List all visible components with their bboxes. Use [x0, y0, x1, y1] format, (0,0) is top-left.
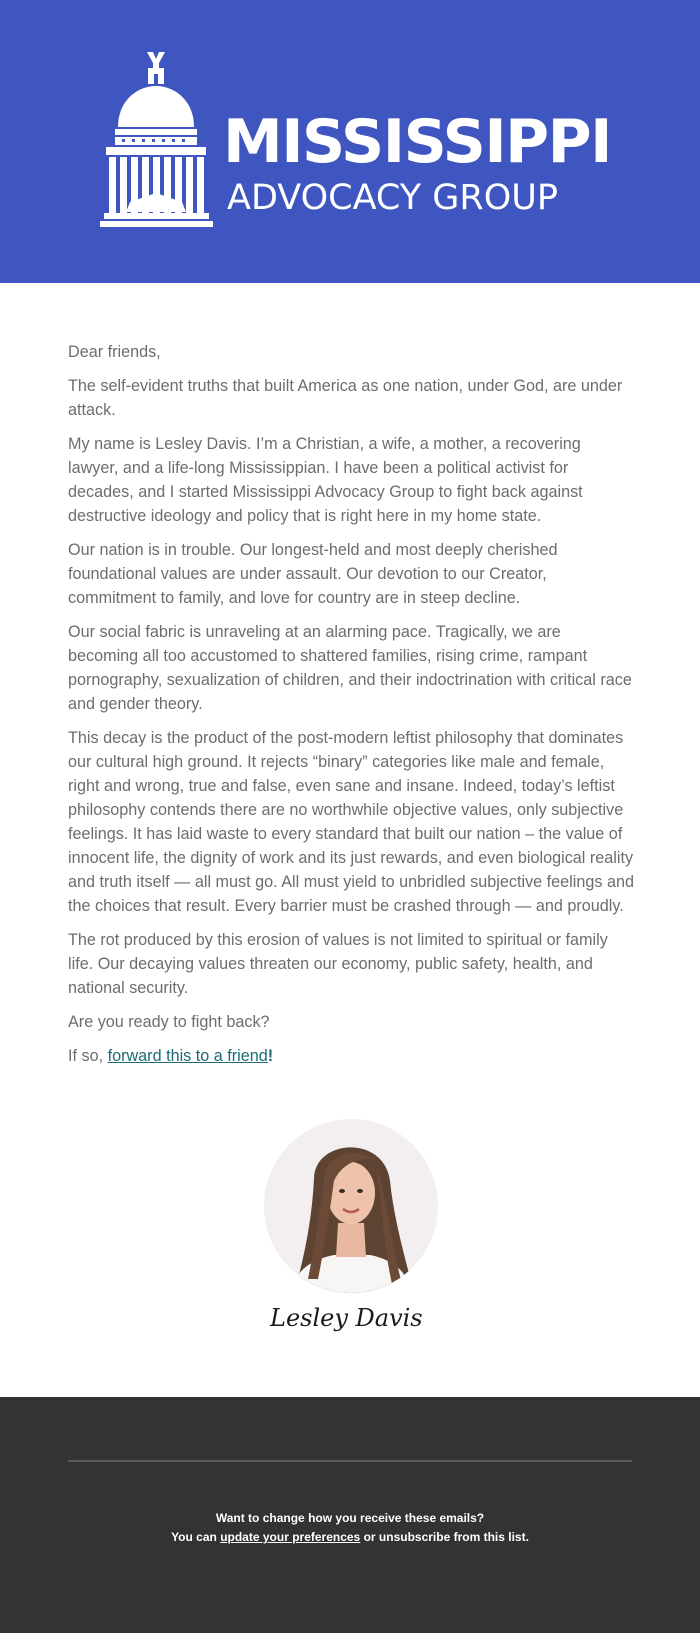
- logo-subtitle: ADVOCACY GROUP: [227, 178, 558, 218]
- call-to-action: [68, 1044, 634, 1068]
- header-banner: [0, 0, 700, 283]
- logo-title: MISSISSIPPI: [223, 107, 611, 177]
- greeting: Dear friends,: [68, 343, 161, 361]
- footer-line-2-prefix: You can: [171, 1530, 221, 1544]
- cta-suffix: !: [267, 1047, 274, 1065]
- footer-line-2: [0, 1528, 700, 1547]
- footer: [0, 1397, 700, 1633]
- footer-notice: [0, 1509, 700, 1547]
- update-preferences-link[interactable]: update your preferences: [220, 1530, 361, 1544]
- paragraph: Our social fabric is unraveling at an alarming pace. Tragically, we are becoming all too accustomed to shattered families, rising crime, rampant pornography, sexualization of children, and their indoctrination with critical race and gender theory.: [68, 623, 632, 713]
- cta-prefix: If so,: [68, 1047, 108, 1065]
- paragraph: The rot produced by this erosion of values is not limited to spiritual or family life. Our decaying values threaten our economy, public safety, health, and national security.: [68, 931, 608, 997]
- forward-to-friend-link[interactable]: forward this to a friend: [107, 1047, 268, 1065]
- paragraph: Are you ready to fight back?: [68, 1013, 270, 1031]
- paragraph: This decay is the product of the post-modern leftist philosophy that dominates our cultural high ground. It rejects “binary” categories like male and female, right and wrong, true and false, even sane and insane. Indeed, today’s leftist philosophy contends there are no worthwhile objective values, only subjective feelings. It has laid waste to every standard that built our nation – the value of innocent life, the dignity of work and its just rewards, and even biological reality and truth itself — all must go. All must yield to unbridled subjective feelings and the choices that result. Every barrier must be crashed through — and proudly.: [68, 729, 634, 915]
- capitol-building-icon: [100, 50, 225, 232]
- signature-text: Lesley Davis: [270, 1304, 423, 1332]
- footer-divider: [68, 1460, 632, 1462]
- signature-image: [268, 1296, 438, 1342]
- author-photo: [264, 1119, 438, 1293]
- footer-line-2-suffix: or unsubscribe from this list.: [360, 1530, 529, 1544]
- paragraph: My name is Lesley Davis. I’m a Christian, a wife, a mother, a recovering lawyer, and a life-long Mississippian. I have been a political activist for decades, and I started Mississippi Advocacy Group to fight back against destructive ideology and policy that is right here in my home state.: [68, 435, 583, 525]
- portrait-image: [264, 1119, 438, 1293]
- footer-line-1: Want to change how you receive these emails?: [215, 1511, 485, 1525]
- letter-body: [68, 340, 634, 1078]
- paragraph: Our nation is in trouble. Our longest-held and most deeply cherished foundational values are under assault. Our devotion to our Creator, commitment to family, and love for country are in steep decline.: [68, 541, 558, 607]
- paragraph: The self-evident truths that built America as one nation, under God, are under attack.: [68, 377, 623, 419]
